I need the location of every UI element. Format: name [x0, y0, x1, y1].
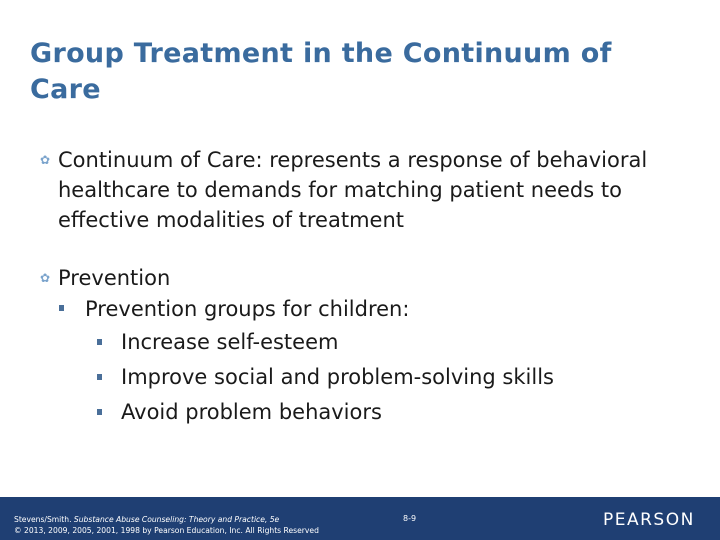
footer-authors: Stevens/Smith.	[14, 515, 72, 524]
sub-sub-bullet-text: Avoid problem behaviors	[121, 400, 382, 424]
footer-copyright: © 2013, 2009, 2005, 2001, 1998 by Pearson Education, Inc. All Rights Reserved	[14, 526, 319, 535]
square-bullet-icon	[97, 374, 102, 380]
bullet-continuum	[40, 145, 700, 235]
bullet-text: Continuum of Care: represents a response of behavioral healthcare to demands for matching patient needs to effective modalities of treatment	[58, 148, 648, 232]
square-bullet-icon	[97, 339, 102, 345]
sub-bullet-text: Prevention groups for children:	[85, 297, 410, 321]
pearson-logo: PEARSON	[603, 510, 695, 530]
slide-title: Group Treatment in the Continuum of Care	[30, 38, 612, 105]
sub-sub-bullet	[40, 360, 700, 395]
bullet-marker-icon: ✿	[40, 153, 51, 167]
bullet-prevention	[40, 263, 700, 293]
bullet-list	[40, 145, 700, 430]
sub-sub-bullet-text: Improve social and problem-solving skills	[121, 365, 554, 389]
footer-citation	[14, 514, 319, 536]
bullet-marker-icon: ✿	[40, 271, 51, 285]
sub-sub-bullet	[40, 325, 700, 360]
square-bullet-icon	[97, 409, 102, 415]
square-bullet-icon	[59, 305, 64, 311]
page-number: 8-9	[403, 514, 417, 523]
footer-book-title: Substance Abuse Counseling: Theory and Practice, 5e	[73, 515, 280, 524]
bullet-text: Prevention	[58, 266, 171, 290]
sub-bullet-prevention-groups	[40, 293, 700, 325]
sub-sub-bullet-text: Increase self-esteem	[121, 330, 339, 354]
sub-sub-bullet	[40, 395, 700, 430]
footer-bar	[0, 497, 720, 540]
